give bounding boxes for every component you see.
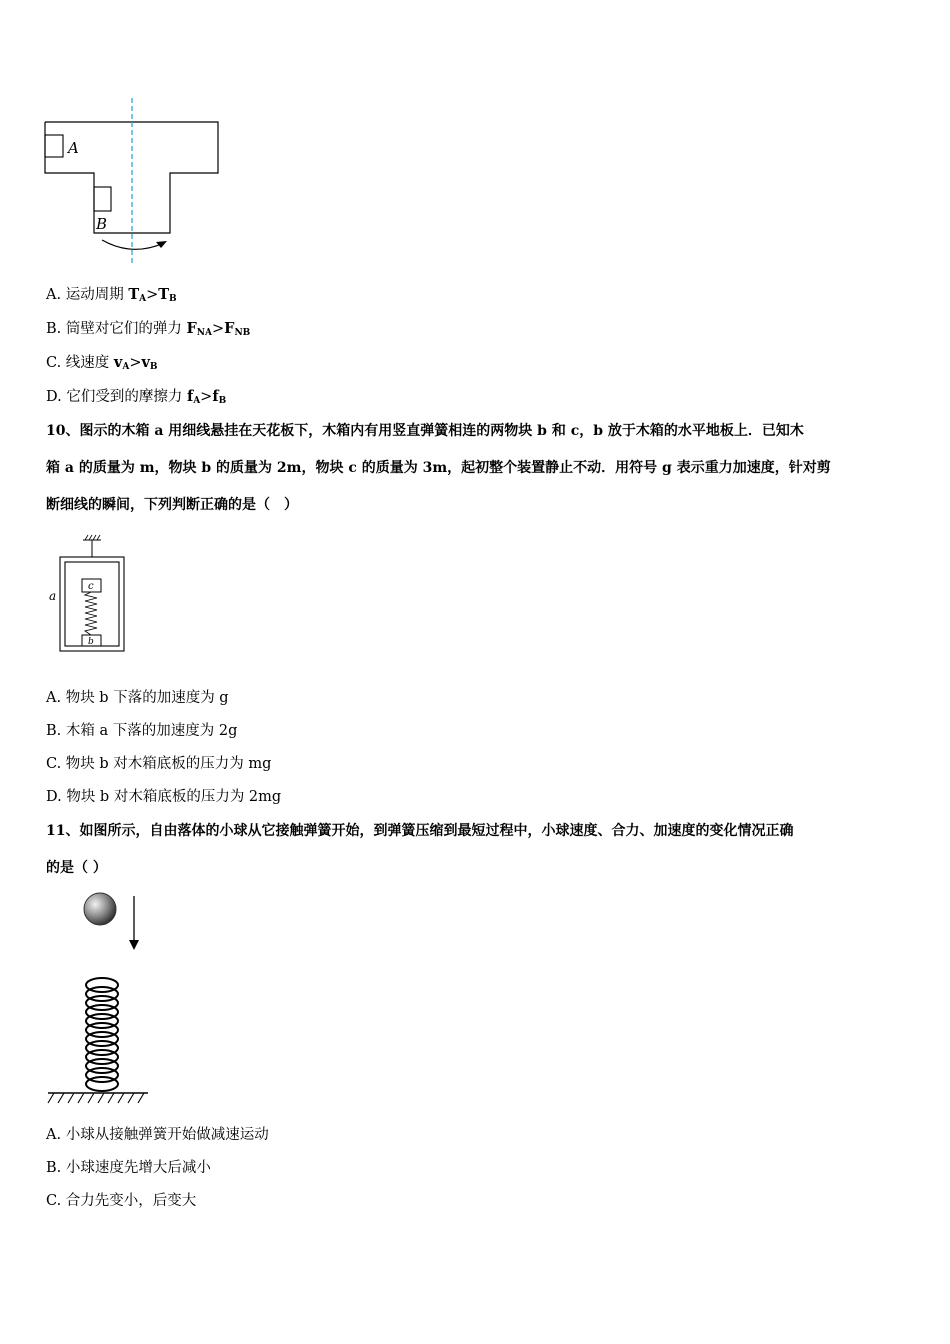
q11-option-c: C. 合力先变小，后变大: [46, 1193, 197, 1209]
q9-option-d: D. 它们受到的摩擦力 $f_A>f_B$: [46, 388, 227, 406]
q11-option-a: A. 小球从接触弹簧开始做减速运动: [46, 1127, 269, 1143]
q11-stem-line-1: 11、如图所示，自由落体的小球从它接触弹簧开始，到弹簧压缩到最短过程中，小球速度、合力、加速度的变化情况正确: [46, 823, 794, 839]
figure-rotating-cylinder: [40, 95, 230, 270]
figure-ball-spring: [40, 888, 160, 1108]
label-a: a: [49, 589, 57, 603]
label-A: A: [68, 139, 79, 157]
ball-icon: [84, 893, 116, 925]
label-b: b: [88, 637, 94, 647]
q11-option-b: B. 小球速度先增大后减小: [46, 1160, 211, 1176]
q9-option-c: C. 线速度 $v_A>v_B$: [46, 354, 158, 372]
q10-stem-line-1: 10、图示的木箱 a 用细线悬挂在天花板下，木箱内有用竖直弹簧相连的两物块 b 和 c，b 放于木箱的水平地板上．已知木: [46, 423, 804, 439]
q10-option-d: D. 物块 b 对木箱底板的压力为 2mg: [46, 789, 282, 805]
figure-box-spring: [45, 532, 135, 657]
q11-stem-line-2: 的是（ ）: [46, 860, 107, 876]
spring-icon: [86, 978, 118, 1091]
label-c: c: [88, 581, 94, 592]
q9-option-b: B. 筒壁对它们的弹力 $F_{NA}>F_{NB}$: [46, 320, 251, 338]
q10-stem-line-2: 箱 a 的质量为 m，物块 b 的质量为 2m，物块 c 的质量为 3m，起初整个装置静止不动．用符号 g 表示重力加速度，针对剪: [46, 460, 831, 476]
q10-option-c: C. 物块 b 对木箱底板的压力为 mg: [46, 756, 272, 772]
label-B: B: [96, 215, 108, 233]
q10-option-a: A. 物块 b 下落的加速度为 g: [46, 690, 229, 706]
q10-stem-line-3: 断细线的瞬间，下列判断正确的是（ ）: [46, 497, 298, 513]
q10-option-b: B. 木箱 a 下落的加速度为 2g: [46, 723, 238, 739]
q9-option-a: A. 运动周期 $T_A>T_B$: [46, 286, 177, 304]
